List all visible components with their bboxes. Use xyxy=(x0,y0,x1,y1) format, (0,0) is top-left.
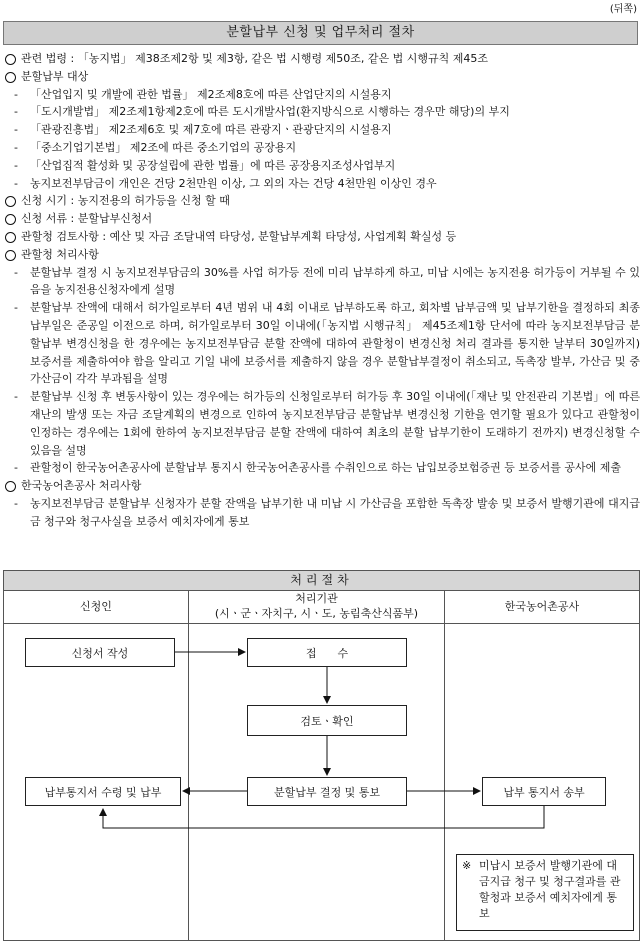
law-item: 관련 법령 : 「농지법」 제38조제2항 및 제3항, 같은 법 시행령 제50조, 같은 법 시행규칙 제45조 xyxy=(4,50,640,68)
column-header-agency-detail: (시ㆍ군ㆍ자치구, 시ㆍ도, 농림축산식품부) xyxy=(214,607,419,620)
target-heading: 분할납부 대상 xyxy=(4,68,640,86)
krc-heading: 한국농어촌공사 처리사항 xyxy=(4,477,640,495)
arrow-send-to-pay xyxy=(103,806,544,828)
step-review-label: 검토ㆍ확인 xyxy=(300,714,354,728)
column-header-agency: 처리기관 xyxy=(295,592,338,605)
note-text: 미납시 보증서 발행기관에 대금지급 청구 및 청구결과를 관할청과 보증서 예치자에게 통보 xyxy=(479,859,621,920)
target-item: - 「산업집적 활성화 및 공장설립에 관한 법률」에 따른 공장용지조성사업부지 xyxy=(4,157,640,175)
page-mark: (뒤쪽) xyxy=(609,4,637,15)
note-mark: ※ xyxy=(462,859,472,872)
column-header-applicant: 신청인 xyxy=(80,600,112,613)
target-item: - 농지보전부담금이 개인은 건당 2천만원 이상, 그 외의 자는 건당 4천만원 이상인 경우 xyxy=(4,175,640,193)
step-send-label: 납부 통지서 송부 xyxy=(503,785,585,799)
agency-heading: 관할청 처리사항 xyxy=(4,246,640,264)
main-content xyxy=(4,50,640,531)
agency-item: - 분할납부 신청 후 변동사항이 있는 경우에는 허가등의 신청일로부터 허가등 후 30일 이내에(「재난 및 안전관리 기본법」에 따른 재난의 발생 또는 자금 조달계획의 변경으로 인하여 농지보전부담금 분할납부 변경신청 기한을 연기할 필요가 있다고 관할청이 인정하는 경우에는 1회에 한하여 농지보전부담금 분할 잔액에 대하여 최초의 분할 납부기한이 도래하기 전까지) 변경신청할 수 있음을 설명 xyxy=(4,388,640,459)
agency-item: - 분할납부 결정 시 농지보전부담금의 30%를 사업 허가등 전에 미리 납부하게 하고, 미납 시에는 농지전용 허가등이 거부될 수 있음을 농지전용신청자에게 설명 xyxy=(4,264,640,300)
step-apply-label: 신청서 작성 xyxy=(71,646,129,660)
procedure-title: 처리절차 xyxy=(4,571,639,591)
step-receive-label: 접 수 xyxy=(305,646,349,660)
timing-item: 신청 시기 : 농지전용의 허가등을 신청 할 때 xyxy=(4,192,640,210)
target-item: - 「도시개발법」 제2조제1항제2호에 따른 도시개발사업(환지방식으로 시행하는 경우만 해당)의 부지 xyxy=(4,103,640,121)
flow-arrows xyxy=(4,571,639,940)
step-pay-label: 납부통지서 수령 및 납부 xyxy=(44,785,162,799)
review-item: 관할청 검토사항 : 예산 및 자금 조달내역 타당성, 분할납부계획 타당성, 사업계획 확실성 등 xyxy=(4,228,640,246)
column-header-krc: 한국농어촌공사 xyxy=(504,600,580,613)
documents-item: 신청 서류 : 분할납부신청서 xyxy=(4,210,640,228)
target-item: - 「산업입지 및 개발에 관한 법률」 제2조제8호에 따른 산업단지의 시설용지 xyxy=(4,86,640,104)
target-item: - 「관광진흥법」 제2조제6호 및 제7호에 따른 관광지ㆍ관광단지의 시설용지 xyxy=(4,121,640,139)
agency-item: - 분할납부 잔액에 대해서 허가일로부터 4년 범위 내 4회 이내로 납부하도록 하고, 회차별 납부금액 및 납부기한을 결정하되 최종납부일은 준공일 이전으로 하며, 허가일로부터 30일 이내에(「농지법 시행규칙」 제45조제1항 단서에 따라 농지보전부담금 분할납부 변경신청을 한 경우에는 농지보전부담금 분할 잔액에 대하여 관할청이 변경신청 처리 결과를 통지한 날부터 30일까지) 보증서를 제출하여야 함을 알리고 기일 내에 보증서를 제출하지 않을 경우 분할납부결정이 취소되고, 독촉장 발부, 가산금 및 중가산금이 각각 부과됨을 설명 xyxy=(4,299,640,388)
procedure-table xyxy=(3,570,640,941)
step-decide-label: 분할납부 결정 및 통보 xyxy=(273,785,381,799)
agency-item: - 관할청이 한국농어촌공사에 분할납부 통지시 한국농어촌공사를 수취인으로 하는 납입보증보험증권 등 보증서를 공사에 제출 xyxy=(4,459,640,477)
target-item: - 「중소기업기본법」 제2조에 따른 중소기업의 공장용지 xyxy=(4,139,640,157)
krc-item: - 농지보전부담금 분할납부 신청자가 분할 잔액을 납부기한 내 미납 시 가산금을 포함한 독촉장 발송 및 보증서 발행기관에 대지급금 청구와 청구사실을 보증서 예치자에게 통보 xyxy=(4,495,640,531)
document-title: 분할납부 신청 및 업무처리 절차 xyxy=(3,21,638,45)
